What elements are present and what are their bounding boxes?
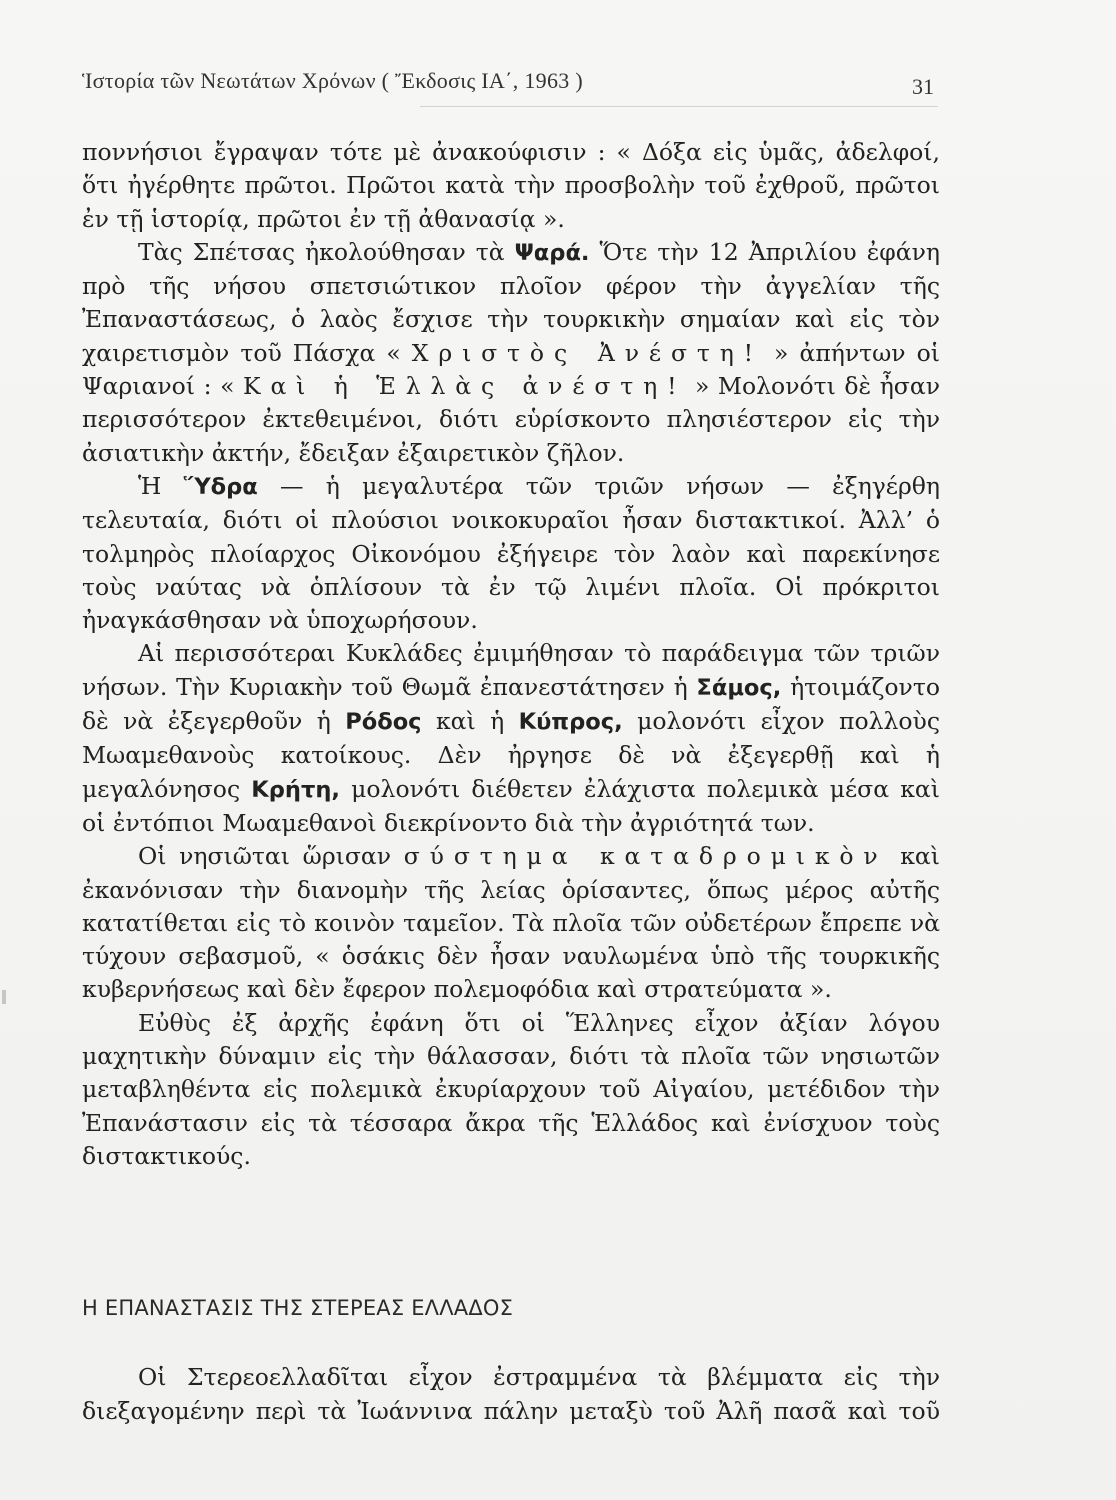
main-text bbox=[82, 136, 940, 1173]
text-run: ποννήσιοι ἔγραψαν τότε μὲ ἀνακούφισιν : « Δόξα εἰς ὑμᾶς, ἀδελφοί, ὅτι ἠγέρθητε πρῶτοι. Πρῶτοι κατὰ τὴν προσβολὴν τοῦ ἐχθροῦ, πρῶτοι ἐν τῇ ἱστορίᾳ, πρῶτοι ἐν τῇ ἀθανασίᾳ ». bbox=[82, 138, 940, 233]
scan-mark bbox=[2, 990, 6, 1004]
text-run: Ὅτε τὴν 12 Ἀπριλίου ἐφάνη πρὸ τῆς νήσου σπετσιώτικον πλοῖον φέρον τὴν ἀγγελίαν τῆς Ἐπαναστάσεως, ὁ λαὸς ἔσχισε τὴν τουρκικὴν σημαίαν καὶ εἰς τὸν χαιρετισμὸν τοῦ Πάσχα « bbox=[82, 237, 941, 367]
text-run: » ἀπήντων οἱ Ψαριανοί : « bbox=[82, 338, 940, 401]
paragraph-p6 bbox=[82, 1007, 940, 1173]
running-title: Ἱστορία τῶν Νεωτάτων Χρόνων ( Ἔκδοσις ΙΑ΄, 1963 ) bbox=[82, 68, 583, 93]
text-run: Τὰς Σπέτσας ἠκολούθησαν τὰ bbox=[138, 237, 515, 266]
text-run: μολονότι διέθετεν ἐλάχιστα πολεμικὰ μέσα καὶ οἱ ἐντόπιοι Μωαμεθανοὶ διεκρίνοντο διὰ τὴν ἀγριότητά των. bbox=[82, 774, 941, 837]
bold-term: Κύπρος, bbox=[518, 709, 623, 736]
section-text bbox=[82, 1360, 940, 1428]
paragraph-p5 bbox=[82, 840, 940, 1006]
text-run: Ἡ bbox=[138, 471, 184, 500]
text-run: ἡτοιμάζοντο δὲ νὰ ἐξεγερθοῦν ἡ bbox=[82, 672, 940, 736]
bold-term: Κρήτη, bbox=[251, 776, 340, 803]
text-run: καὶ ἐκανόνισαν τὴν διανομὴν τῆς λείας ὁρίσαντες, ὅπως μέρος αὐτῆς κατατίθεται εἰς τὸ κοινὸν ταμεῖον. Τὰ πλοῖα τῶν οὐδετέρων ἔπρεπε νὰ τύχουν σεβασμοῦ, « ὁσάκις δὲν ἦσαν ναυλωμένα ὑπὸ τῆς τουρκικῆς κυβερνήσεως καὶ δὲν ἔφερον πολεμοφόδια καὶ στρατεύματα ». bbox=[82, 842, 941, 1004]
text-run: — ἡ μεγαλυτέρα τῶν τριῶν νήσων — ἐξηγέρθη τελευταία, διότι οἱ πλούσιοι νοικοκυραῖοι ἦσαν διστακτικοί. Ἀλλ’ ὁ τολμηρὸς πλοίαρχος Οἰκονόμου ἐξήγειρε τὸν λαὸν καὶ παρεκίνησε τοὺς ναύτας νὰ ὁπλίσουν τὰ ἐν τῷ λιμένι πλοῖα. Οἱ πρόκριτοι ἠναγκάσθησαν νὰ ὑποχωρήσουν. bbox=[82, 471, 940, 635]
bold-term: Ὕδρα bbox=[183, 473, 258, 500]
paragraph: Οἱ Στερεοελλαδῖται εἶχον ἐστραμμένα τὰ βλέμματα εἰς τὴν διεξαγομένην περὶ τὰ Ἰωάννινα πάλην μεταξὺ τοῦ Ἀλῆ πασᾶ καὶ τοῦ bbox=[82, 1363, 940, 1425]
bold-term: Ρόδος bbox=[345, 709, 422, 736]
header-rule bbox=[420, 106, 938, 107]
page-number: 31 bbox=[912, 74, 934, 99]
text-run: » Μολονότι δὲ ἦσαν περισσότερον ἐκτεθειμένοι, διότι εὑρίσκοντο πλησιέστερον εἰς τὴν ἀσιατικὴν ἀκτήν, ἔδειξαν ἐξαιρετικὸν ζῆλον. bbox=[82, 372, 940, 467]
running-header bbox=[82, 62, 938, 102]
bold-term: Σάμος, bbox=[696, 674, 782, 701]
text-run: Εὐθὺς ἐξ ἀρχῆς ἐφάνη ὅτι οἱ Ἕλληνες εἶχον ἀξίαν λόγου μαχητικὴν δύναμιν εἰς τὴν θάλασσαν, διότι τὰ πλοῖα τῶν νησιωτῶν μεταβληθέντα εἰς πολεμικὰ ἐκυρίαρχουν τοῦ Αἰγαίου, μετέδιδον τὴν Ἐπανάστασιν εἰς τὰ τέσσαρα ἄκρα τῆς Ἑλλάδος καὶ ἐνίσχυον τοὺς διστακτικούς. bbox=[82, 1008, 940, 1170]
paragraph-p2 bbox=[82, 236, 940, 470]
text-run: Αἱ περισσότεραι Κυκλάδες ἐμιμήθησαν τὸ παράδειγμα τῶν τριῶν νήσων. Τὴν Κυριακὴν τοῦ Θωμᾶ ἐπανεστάτησεν ἡ bbox=[82, 639, 940, 701]
paragraph-p1 bbox=[82, 136, 940, 236]
paragraph-p3 bbox=[82, 470, 940, 637]
text-run: μολονότι εἶχον πολλοὺς Μωαμεθανοὺς κατοίκους. Δὲν ἠργησε δὲ νὰ ἐξεγερθῇ καὶ ἡ μεγαλόνησος bbox=[82, 707, 941, 803]
text-run: καὶ ἡ bbox=[421, 707, 519, 736]
spaced-emphasis: Χριστὸς Ἀνέστη! bbox=[411, 338, 763, 367]
section-heading: Η ΕΠΑΝΑΣΤΑΣΙΣ ΤΗΣ ΣΤΕΡΕΑΣ ΕΛΛΑΔΟΣ bbox=[82, 1296, 514, 1320]
bold-term: Ψαρά. bbox=[514, 239, 590, 266]
spaced-emphasis: Καὶ ἡ Ἑλλὰς ἀνέστη! bbox=[243, 372, 687, 401]
text-run: Οἱ νησιῶται ὥρισαν bbox=[138, 842, 404, 871]
spaced-emphasis: σύστημα καταδρομικὸν bbox=[403, 842, 888, 871]
paragraph-p4 bbox=[82, 637, 940, 840]
